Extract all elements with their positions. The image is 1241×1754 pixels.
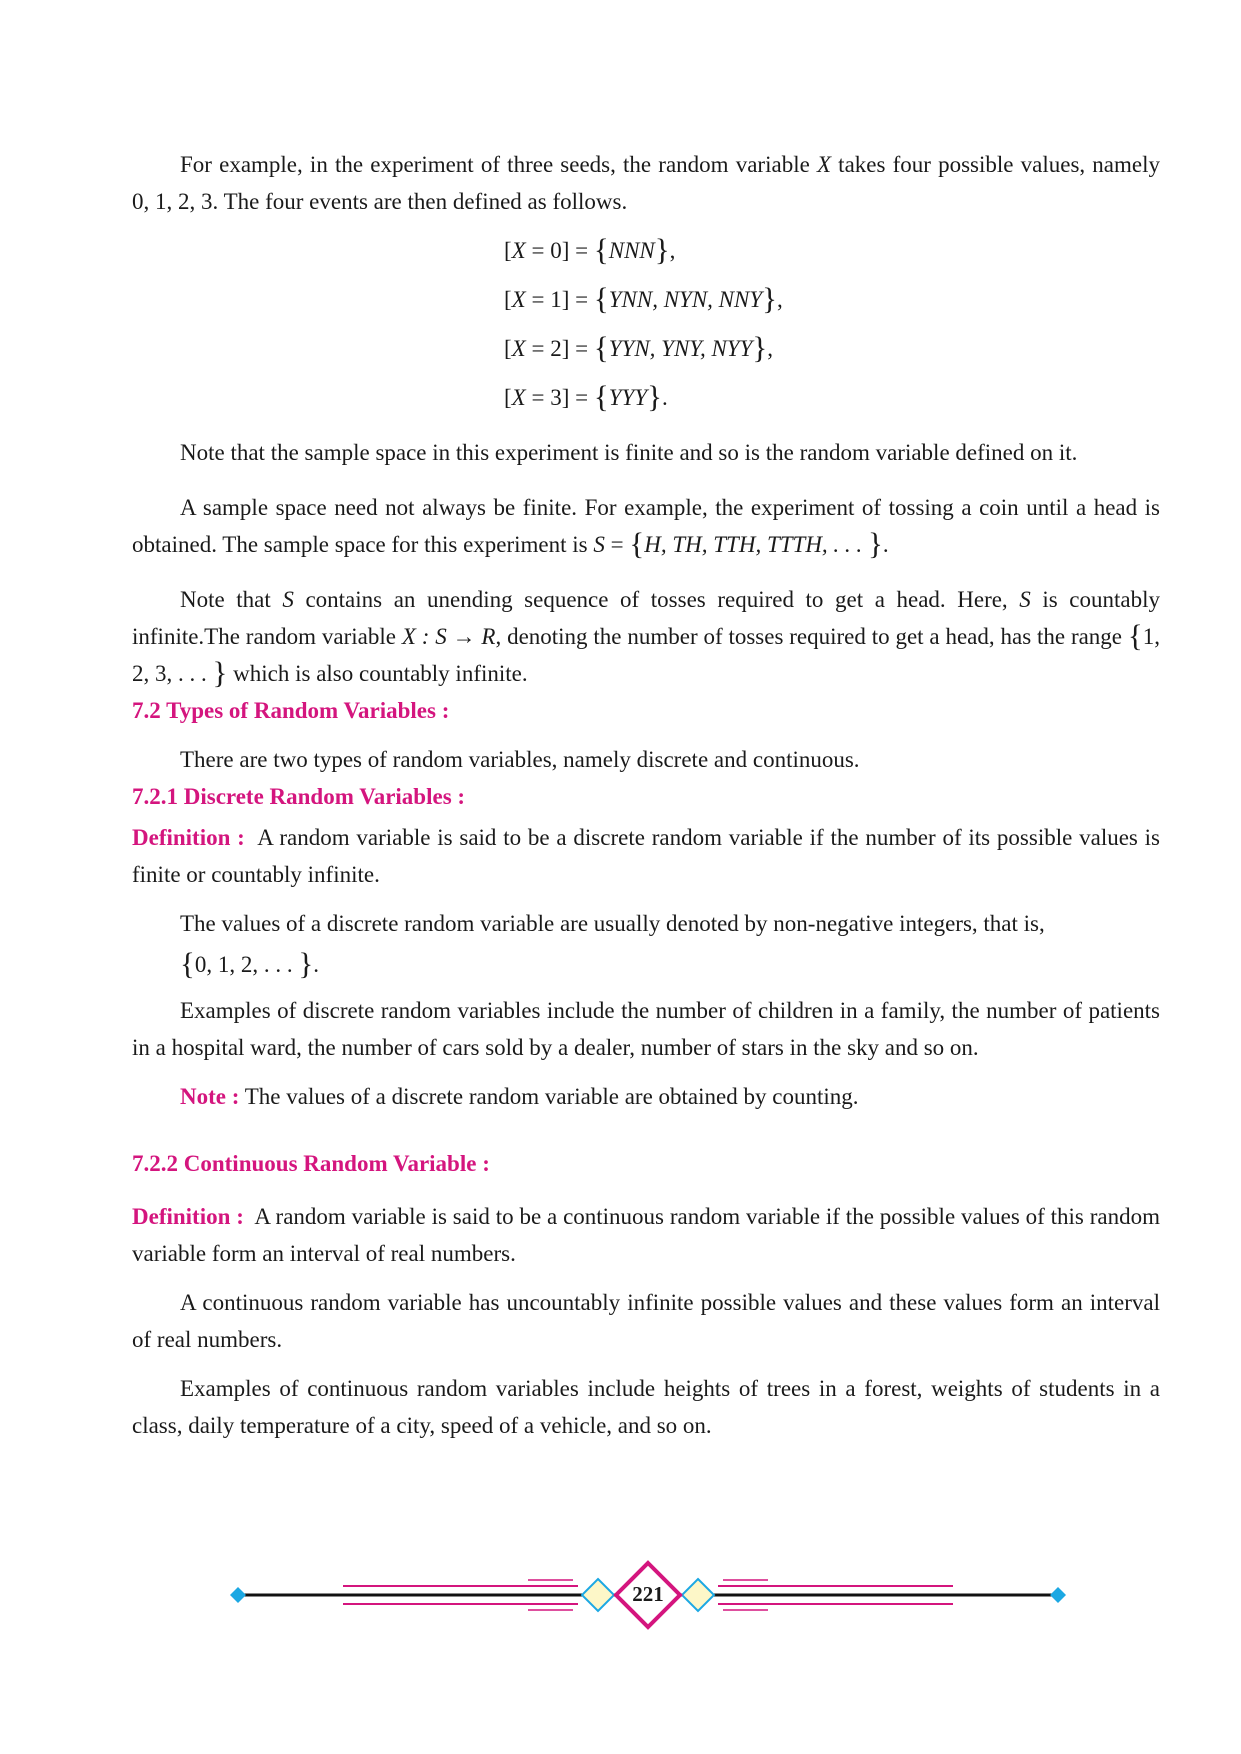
event-equation: [X = 1] = {YNN, NYN, NNY}, <box>504 281 783 316</box>
paragraph-continuous-values: A continuous random variable has uncountably infinite possible values and these values form an interval of real numbers. <box>132 1290 1160 1352</box>
paragraph-discrete-values: The values of a discrete random variable are usually denoted by non-negative integers, that is, <box>180 911 1045 936</box>
paragraph-countably-infinite: Note that S contains an unending sequence of tosses required to get a head. Here, S is countably infinite.The random variable X : S → R, denoting the number of tosses required to get a head, has the range {1, 2, 3, . . . } which is also countably infinite. <box>132 587 1161 690</box>
page-footer <box>228 1560 1068 1630</box>
definition-continuous: Definition : A random variable is said to be a continuous random variable if the possible values of this random variable form an interval of real numbers. <box>132 1204 1160 1266</box>
definition-discrete: Definition : A random variable is said to be a discrete random variable if the number of its possible values is finite or countably infinite. <box>132 825 1161 887</box>
page-content <box>132 146 1160 1444</box>
event-equations <box>504 226 1160 422</box>
paragraph-two-types: There are two types of random variables, namely discrete and continuous. <box>180 747 860 772</box>
page-number: 221 <box>632 1582 664 1606</box>
paragraph-sample-space: A sample space need not always be finite. For example, the experiment of tossing a coin until a head is obtained. The sample space for this experiment is S = {H, TH, TTH, TTTH, . . . }. <box>132 495 1160 561</box>
discrete-values-set: {0, 1, 2, . . . }. <box>180 946 320 981</box>
paragraph-three-seeds: For example, in the experiment of three seeds, the random variable X takes four possible values, namely 0, 1, 2, 3. The four events are then defined as follows. <box>132 152 1160 214</box>
note-discrete: Note : The values of a discrete random variable are obtained by counting. <box>180 1084 859 1109</box>
paragraph-discrete-examples: Examples of discrete random variables include the number of children in a family, the number of patients in a hospital ward, the number of cars sold by a dealer, number of stars in the sky and so on. <box>132 998 1160 1060</box>
event-equation: [X = 0] = {NNN}, <box>504 232 676 267</box>
section-heading-7-2-2: 7.2.2 Continuous Random Variable : <box>132 1151 490 1176</box>
paragraph-finite-note: Note that the sample space in this experiment is finite and so is the random variable defined on it. <box>180 440 1078 465</box>
section-heading-7-2-1: 7.2.1 Discrete Random Variables : <box>132 784 466 809</box>
paragraph-continuous-examples: Examples of continuous random variables include heights of trees in a forest, weights of students in a class, daily temperature of a city, speed of a vehicle, and so on. <box>132 1376 1160 1438</box>
event-equation: [X = 3] = {YYY}. <box>504 379 668 414</box>
event-equation: [X = 2] = {YYN, YNY, NYY}, <box>504 330 774 365</box>
section-heading-7-2: 7.2 Types of Random Variables : <box>132 698 450 723</box>
